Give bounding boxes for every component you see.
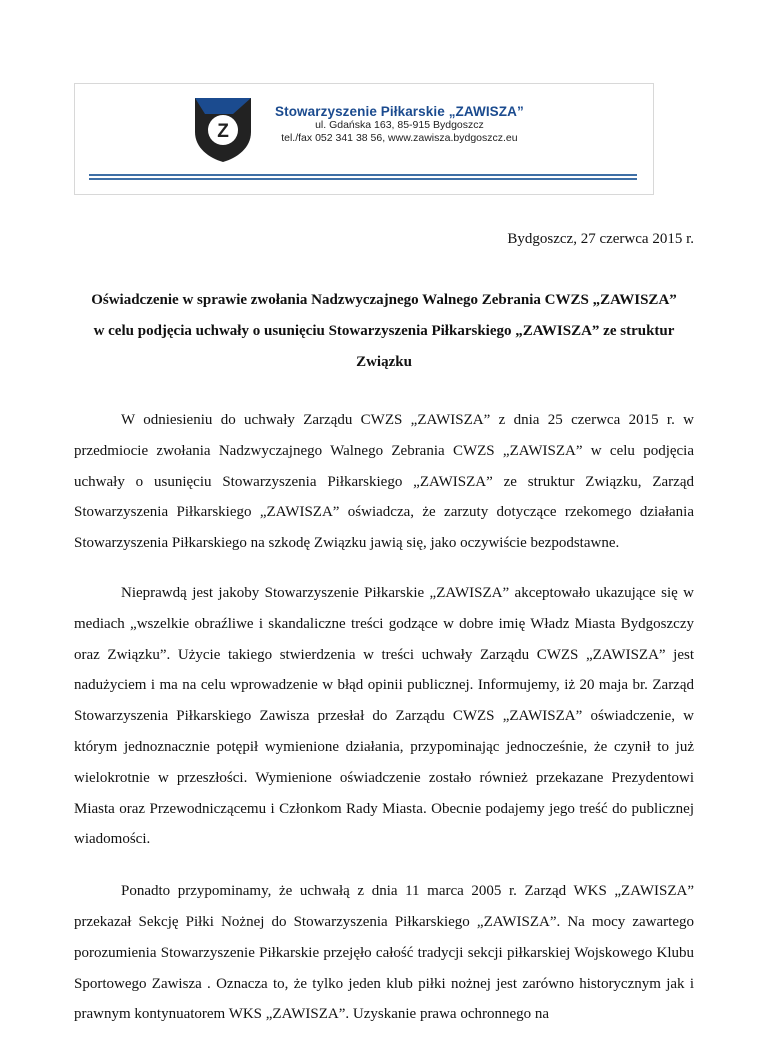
- paragraph-3: Ponadto przypominamy, że uchwałą z dnia 11 marca 2005 r. Zarząd WKS „ZAWISZA” przekazał Sekcję Piłki Nożnej do Stowarzyszenia Piłkarskiego „ZAWISZA”. Na mocy zawartego porozumienia Stowarzyszenie Piłkarskie przejęło całość tradycji sekcji piłkarskiej Wojskowego Klubu Sportowego Zawisza . Oznacza to, że tylko jeden klub piłki nożnej jest zarówno historycznym jak i prawnym kontynuatorem WKS „ZAWISZA”. Uzyskanie prawa ochronnego na: [74, 883, 694, 1023]
- document-body: [74, 405, 694, 1051]
- paragraph-1: W odniesieniu do uchwały Zarządu CWZS „ZAWISZA” z dnia 25 czerwca 2015 r. w przedmiocie zwołania Nadzwyczajnego Walnego Zebrania CWZS „ZAWISZA” w celu podjęcia uchwały o usunięciu Stowarzyszenia Piłkarskiego „ZAWISZA” ze struktur Związku, Zarząd Stowarzyszenia Piłkarskiego „ZAWISZA” oświadcza, że zarzuty dotyczące rzekomego działania Stowarzyszenia Piłkarskiego na szkodę Związku jawią się, jako oczywiście bezpodstawne.: [74, 412, 694, 552]
- organization-info: [275, 104, 524, 145]
- paragraph-2: Nieprawdą jest jakoby Stowarzyszenie Piłkarskie „ZAWISZA” akceptowało ukazujące się w mediach „wszelkie obraźliwe i skandaliczne treści godzące w dobre imię Władz Miasta Bydgoszczy oraz Związku”. Użycie takiego stwierdzenia w treści uchwały Zarządu CWZS „ZAWISZA” jest nadużyciem i ma na celu wprowadzenie w błąd opinii publicznej. Informujemy, iż 20 maja br. Zarząd Stowarzyszenia Piłkarskiego Zawisza przesłał do Zarządu CWZS „ZAWISZA” oświadczenie, w którym jednoznacznie potępił wymienione działania, przypominając jednocześnie, że czynił to już wielokrotnie w przeszłości. Wymienione oświadczenie zostało również przekazane Prezydentowi Miasta oraz Przewodniczącemu i Członkom Rady Miasta. Obecnie podajemy jego treść do publicznej wiadomości.: [74, 584, 694, 848]
- organization-contact: tel./fax 052 341 38 56, www.zawisza.bydgoszcz.eu: [281, 132, 518, 144]
- document-title: [60, 285, 708, 378]
- document-date: Bydgoszcz, 27 czerwca 2015 r.: [507, 231, 694, 247]
- letterhead-divider: [89, 174, 637, 182]
- logo-letter: Z: [217, 121, 229, 142]
- letterhead: [74, 83, 654, 195]
- title-line-1: Oświadczenie w sprawie zwołania Nadzwyczajnego Walnego Zebrania CWZS „ZAWISZA”: [91, 292, 677, 308]
- title-line-2: w celu podjęcia uchwały o usunięciu Stowarzyszenia Piłkarskiego „ZAWISZA” ze struktur: [93, 323, 675, 339]
- club-shield-logo: [193, 96, 253, 164]
- title-line-3: Związku: [356, 354, 412, 370]
- organization-address: ul. Gdańska 163, 85-915 Bydgoszcz: [315, 119, 484, 131]
- organization-name: Stowarzyszenie Piłkarskie „ZAWISZA”: [275, 104, 524, 119]
